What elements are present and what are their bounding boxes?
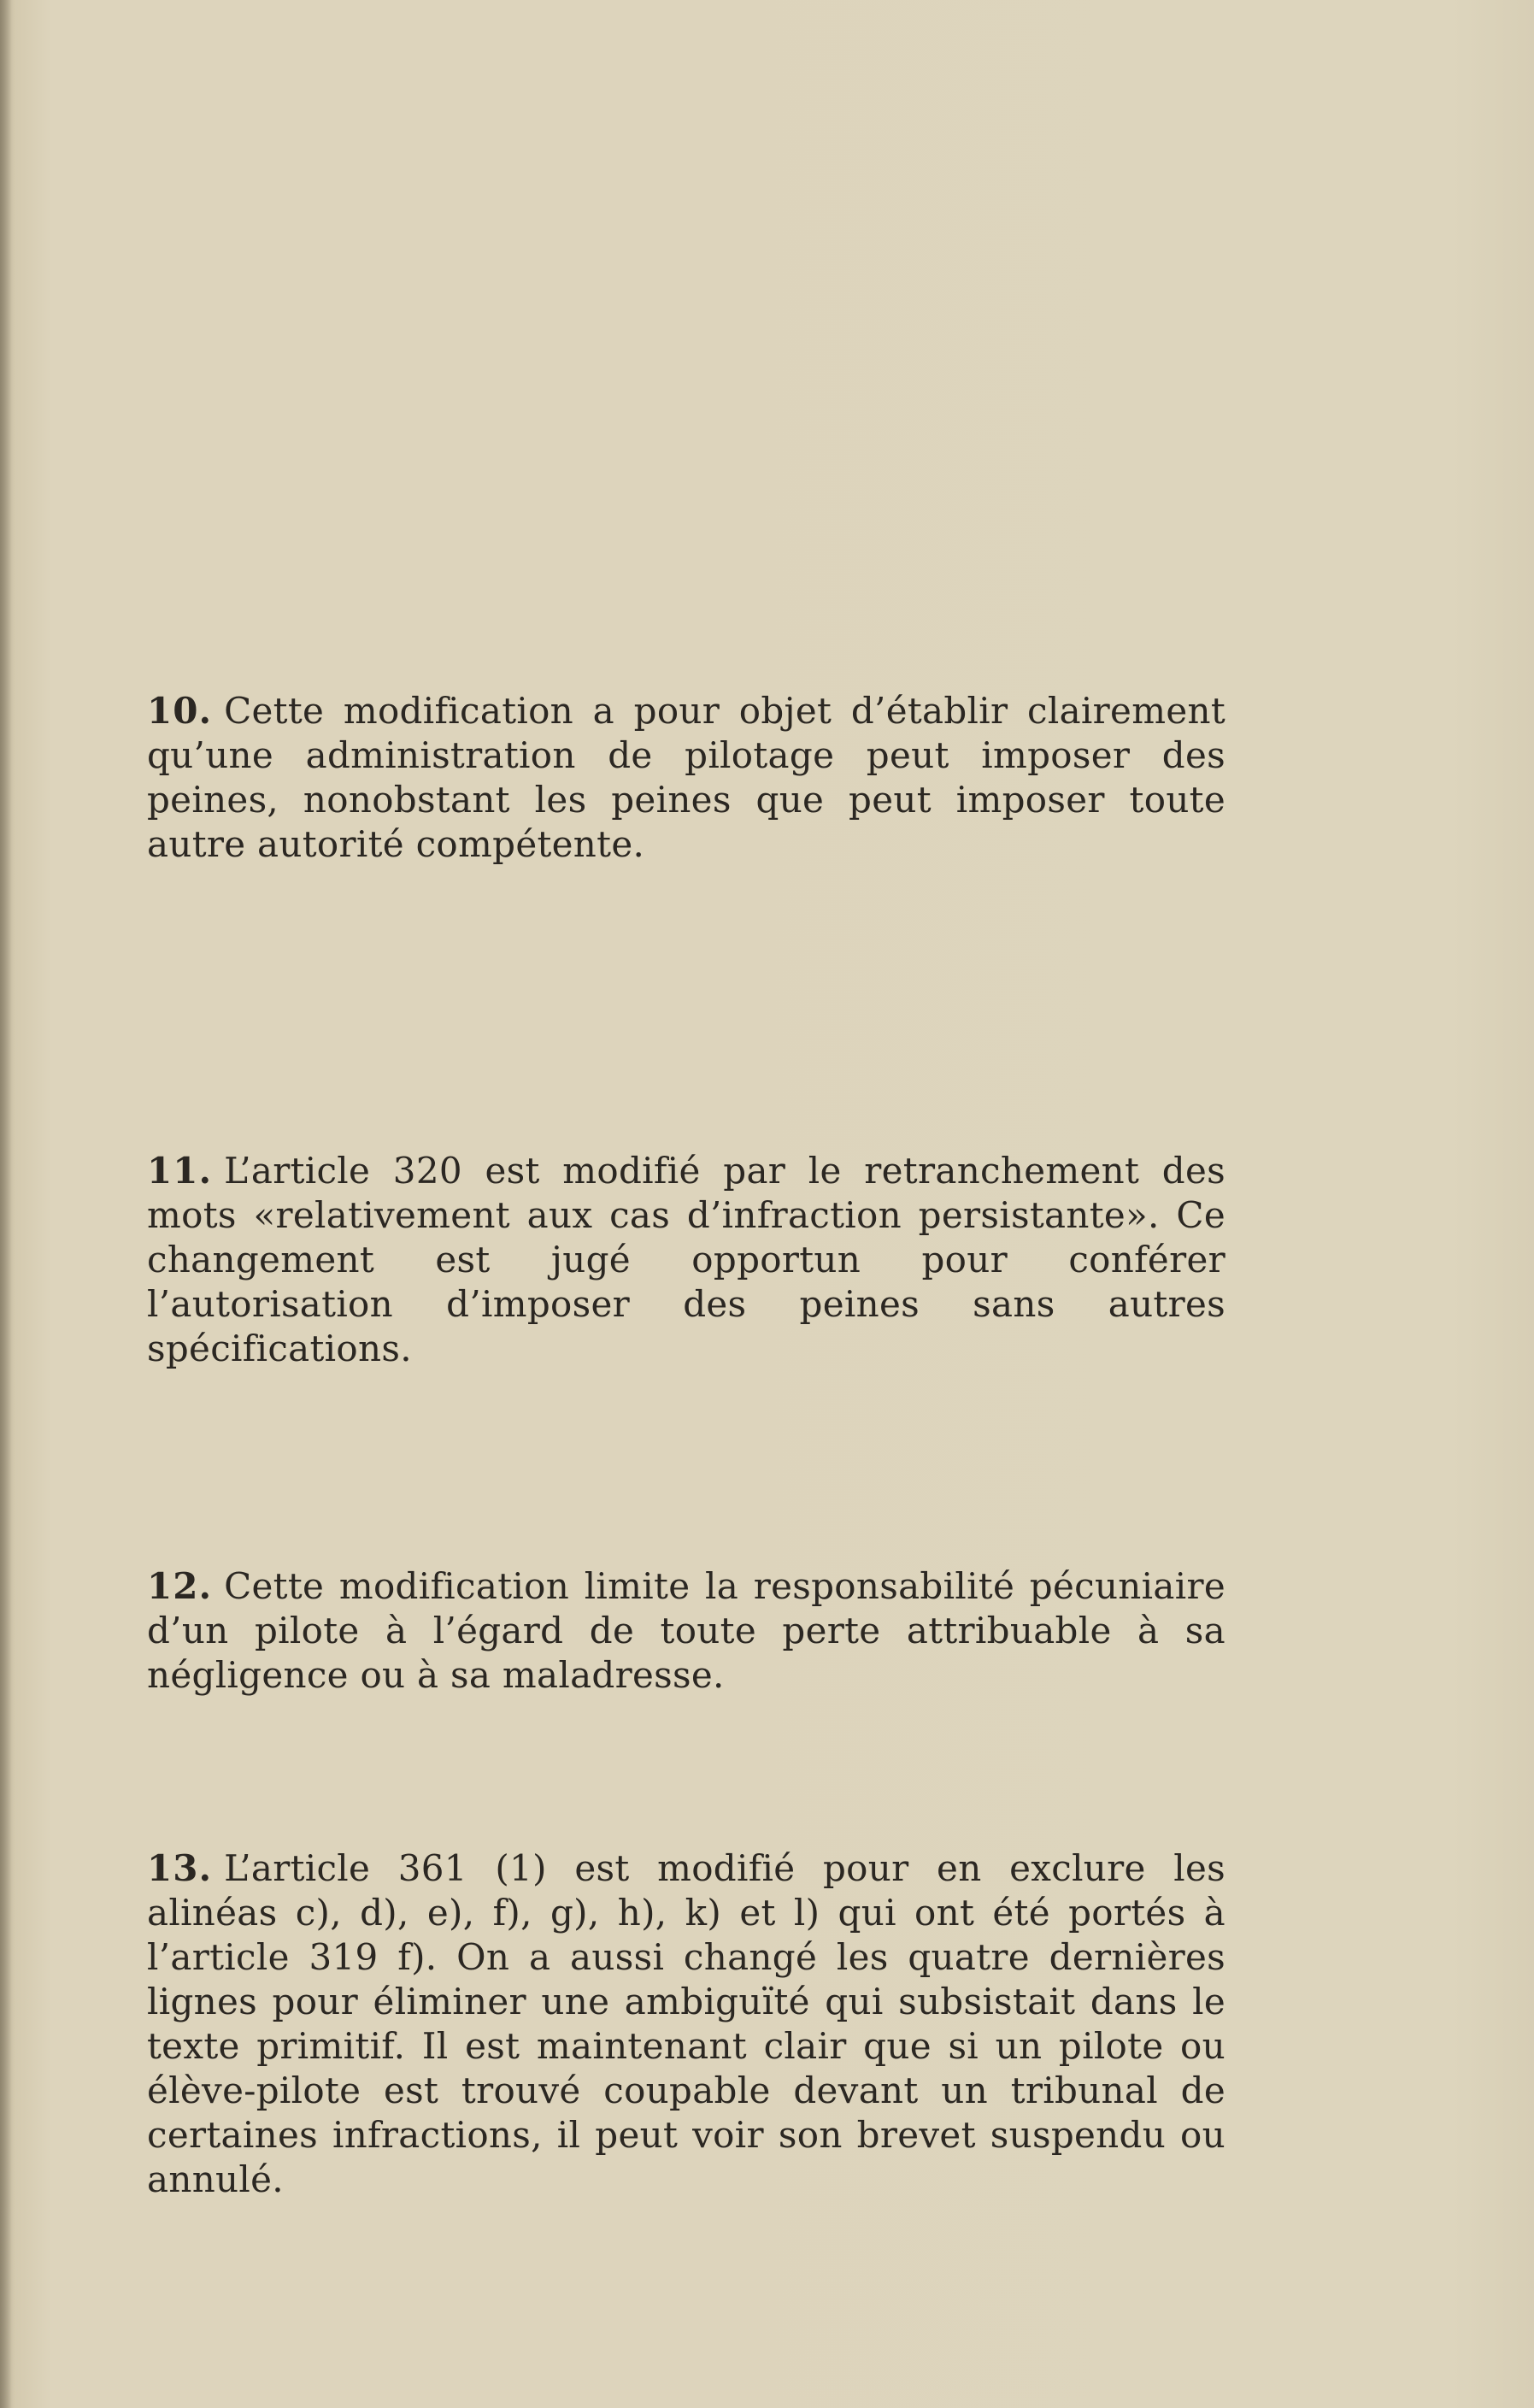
binding-edge <box>0 0 12 2408</box>
explanatory-note-11 <box>147 1149 1225 1371</box>
explanatory-note-12 <box>147 1564 1225 1698</box>
note-text: Cette modification limite la responsabilité pécuniaire d’un pilote à l’égard de toute perte attribuable à sa négligence ou à sa maladresse. <box>147 1565 1225 1696</box>
note-number: 13. <box>147 1847 213 1889</box>
explanatory-note-10 <box>147 689 1225 867</box>
explanatory-note-13 <box>147 1846 1225 2202</box>
note-text: L’article 361 (1) est modifié pour en exclure les alinéas c), d), e), f), g), h), k) et l) qui ont été portés à l’article 319 f). On a aussi changé les quatre dernières lignes pour éliminer une ambiguïté qui subsistait dans le texte primitif. Il est maintenant clair que si un pilote ou élève-pilote est trouvé coupable devant un tribunal de certaines infractions, il peut voir son brevet suspendu ou annulé. <box>147 1847 1225 2200</box>
note-text: Cette modification a pour objet d’établir clairement qu’une administration de pilotage peut imposer des peines, nonobstant les peines que peut imposer toute autre autorité compétente. <box>147 690 1225 865</box>
note-number: 10. <box>147 690 213 732</box>
note-number: 11. <box>147 1150 213 1192</box>
note-text: L’article 320 est modifié par le retranchement des mots «relativement aux cas d’infraction persistante». Ce changement est jugé opportun pour conférer l’autorisation d’imposer des peines sans autres spécifications. <box>147 1150 1225 1369</box>
note-number: 12. <box>147 1565 213 1607</box>
